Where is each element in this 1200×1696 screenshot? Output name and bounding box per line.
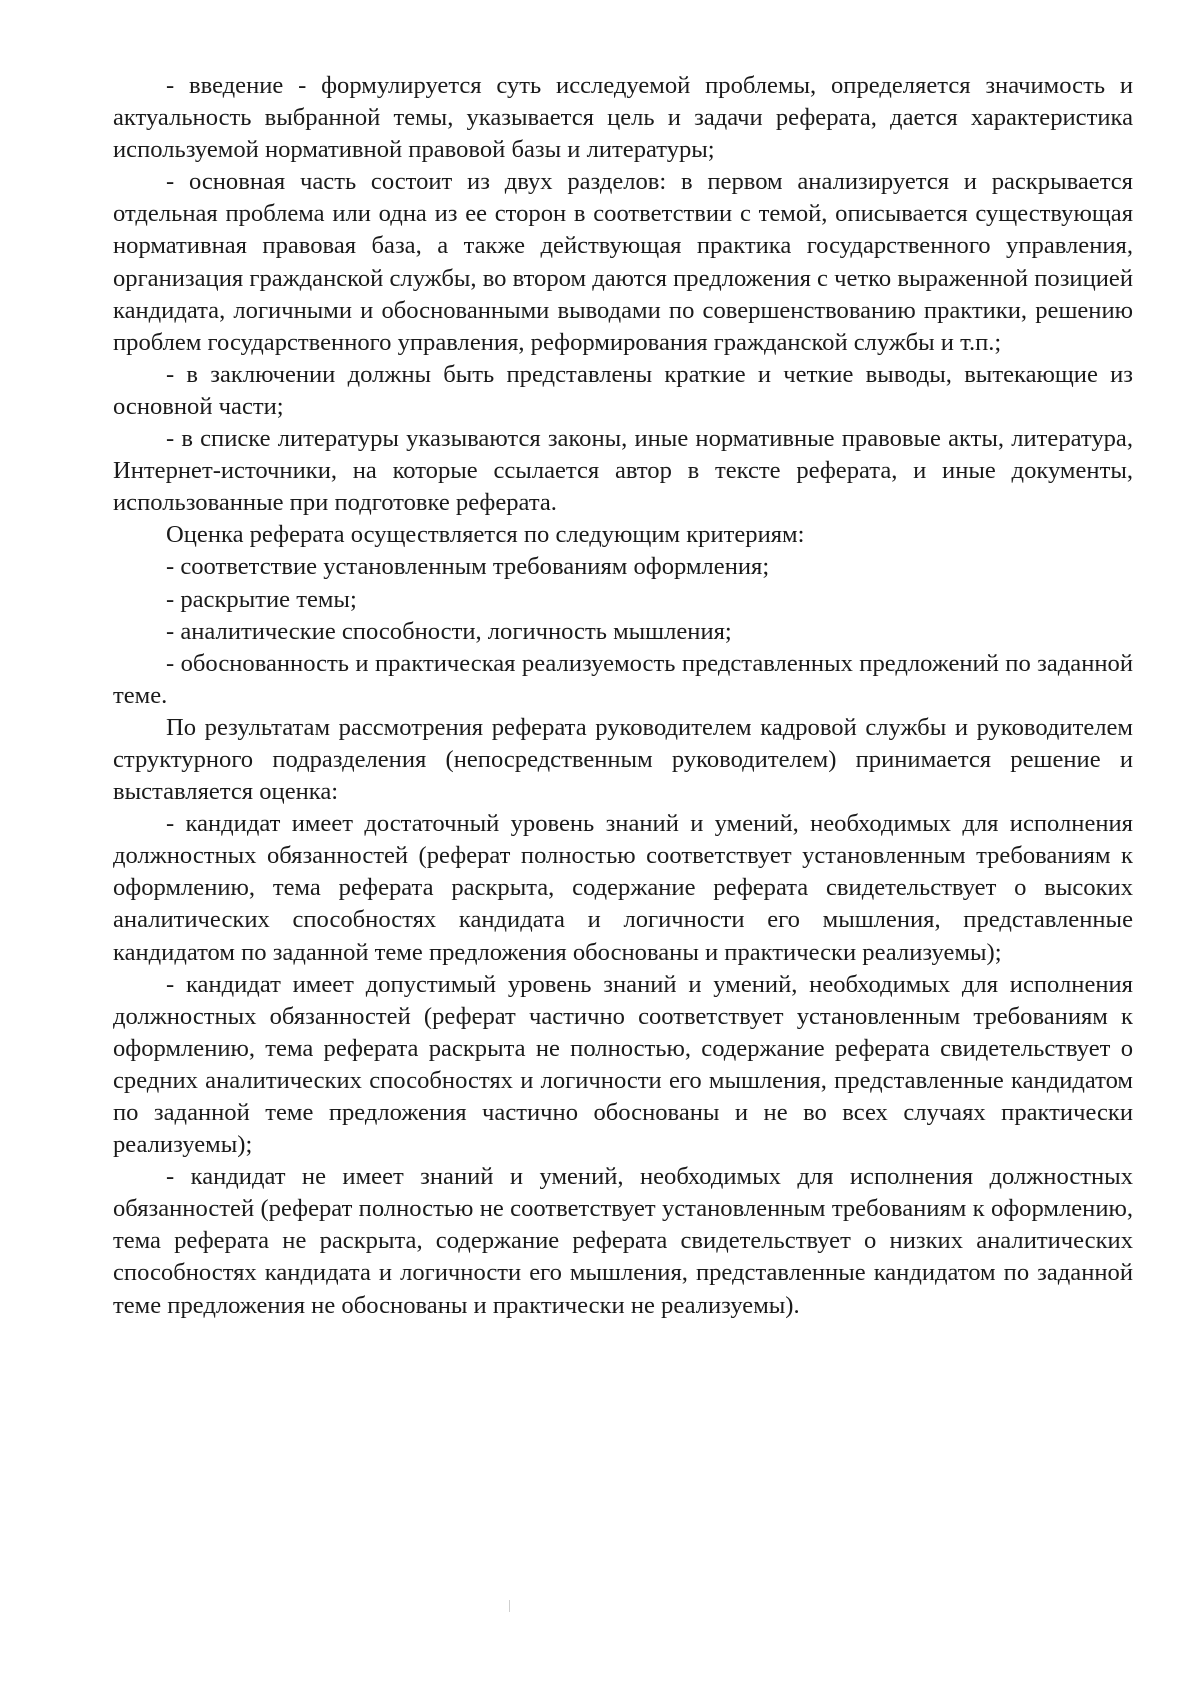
paragraph-conclusion: - в заключении должны быть представлены краткие и четкие выводы, вытекающие из основной части; (113, 360, 1133, 420)
evaluation-item-sufficient: - кандидат имеет достаточный уровень знаний и умений, необходимых для исполнения должностных обязанностей (реферат полностью соответствует установленным требованиям к оформлению, тема реферата раскрыта, содержание реферата свидетельствует о высоких аналитических способностях кандидата и логичности его мышления, представленные кандидатом по заданной теме предложения обоснованы и практически реализуемы); (113, 810, 1133, 966)
evaluation-item-insufficient: - кандидат не имеет знаний и умений, необходимых для исполнения должностных обязанностей (реферат полностью не соответствует установленным требованиям к оформлению, тема реферата не раскрыта, содержание реферата свидетельствует о низких аналитических способностях кандидата и логичности его мышления, представленные кандидатом по заданной теме предложения не обоснованы и практически не реализуемы). (113, 1163, 1133, 1319)
paragraph-introduction: - введение - формулируется суть исследуемой проблемы, определяется значимость и актуальность выбранной темы, указывается цель и задачи реферата, дается характеристика используемой нормативной правовой базы и литературы; (113, 72, 1133, 164)
criteria-item: - соответствие установленным требованиям оформления; (166, 553, 770, 581)
paragraph-criteria-intro: Оценка реферата осуществляется по следующим критериям: (166, 521, 805, 549)
criteria-item: - обоснованность и практическая реализуемость представленных предложений по заданной теме. (113, 649, 1133, 709)
paragraph-evaluation-intro: По результатам рассмотрения реферата руководителем кадровой службы и руководителем структурного подразделения (непосредственным руководителем) принимается решение и выставляется оценка: (113, 713, 1133, 806)
criteria-item: - аналитические способности, логичность мышления; (166, 617, 732, 645)
scan-artifact (509, 1600, 510, 1612)
criteria-item: - раскрытие темы; (166, 585, 357, 613)
paragraph-references: - в списке литературы указываются законы, иные нормативные правовые акты, литература, Интернет-источники, на которые ссылается автор в тексте реферата, и иные документы, использованные при подготовке реферата. (113, 425, 1133, 517)
evaluation-item-acceptable: - кандидат имеет допустимый уровень знаний и умений, необходимых для исполнения должностных обязанностей (реферат частично соответствует установленным требованиям к оформлению, тема реферата раскрыта не полностью, содержание реферата свидетельствует о средних аналитических способностях и логичности его мышления, представленные кандидатом по заданной теме предложения частично обоснованы и не во всех случаях практически реализуемы); (113, 970, 1133, 1159)
paragraph-main-part: - основная часть состоит из двух разделов: в первом анализируется и раскрывается отдельная проблема или одна из ее сторон в соответствии с темой, описывается существующая нормативная правовая база, а также действующая практика государственного управления, организация гражданской службы, во втором даются предложения с четко выраженной позицией кандидата, логичными и обоснованными выводами по совершенствованию практики, решению проблем государственного управления, реформирования гражданской службы и т.п.; (113, 168, 1133, 356)
document-page (113, 70, 1133, 1322)
